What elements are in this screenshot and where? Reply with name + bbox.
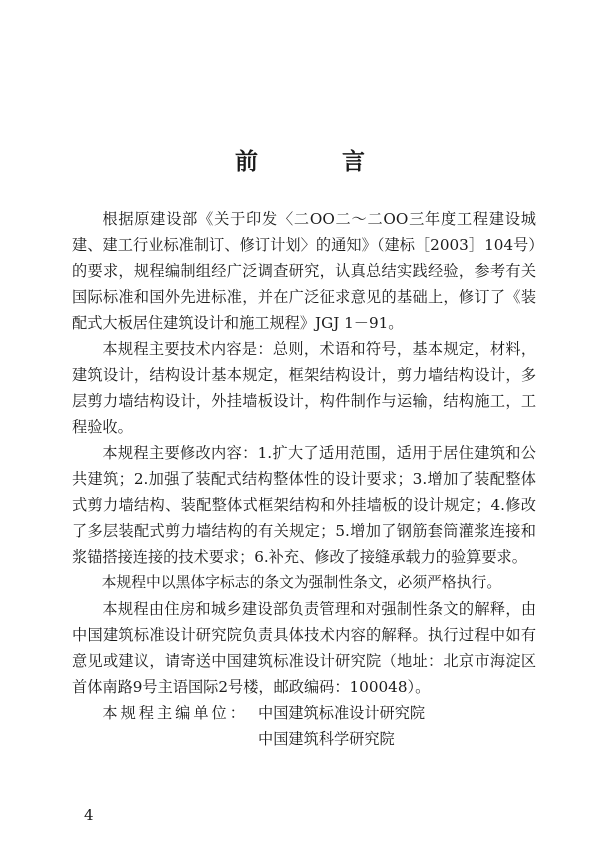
chief-editor-name: 中国建筑标准设计研究院 xyxy=(258,704,426,722)
chief-editor-name: 中国建筑科学研究院 xyxy=(258,730,395,748)
chief-editors-label: 本规程主编单位： xyxy=(102,704,248,722)
paragraph-management-contact: 本规程由住房和城乡建设部负责管理和对强制性条文的解释，由中国建筑标准设计研究院负责具体技术内容的解释。执行过程中如有意见或建议，请寄送中国建筑标准设计研究院（地址：北京市海淀区首体南路9号主语国际2号楼，邮政编码：100048）。 xyxy=(72,600,536,696)
paragraph-revision-basis: 根据原建设部《关于印发〈二OO二～二OO三年度工程建设城建、建工行业标准制订、修订计划〉的通知》（建标［2003］104号）的要求，规程编制组经广泛调查研究，认真总结实践经验，参考有关国际标准和国外先进标准，并在广泛征求意见的基础上，修订了《装配式大板居住建筑设计和施工规程》JGJ 1－91。 xyxy=(72,210,536,332)
page-number: 4 xyxy=(84,806,94,824)
chief-editors-block xyxy=(72,700,536,752)
paragraph-main-revisions: 本规程主要修改内容：1.扩大了适用范围，适用于居住建筑和公共建筑；2.加强了装配式结构整体性的设计要求；3.增加了装配整体式剪力墙结构、装配整体式框架结构和外挂墙板的设计规定；4.修改了多层装配式剪力墙结构的有关规定；5.增加了钢筋套筒灌浆连接和浆锚搭接连接的技术要求；6.补充、修改了接缝承载力的验算要求。 xyxy=(72,444,536,566)
paragraph-mandatory-provisions: 本规程中以黑体字标志的条文为强制性条文，必须严格执行。 xyxy=(101,574,502,591)
preface-body xyxy=(72,206,536,752)
page-title: 前 言 xyxy=(234,149,403,175)
chief-editor-row xyxy=(72,726,536,752)
chief-editor-row xyxy=(72,700,536,726)
paragraph-technical-content: 本规程主要技术内容是：总则，术语和符号，基本规定，材料，建筑设计，结构设计基本规定，框架结构设计，剪力墙结构设计，多层剪力墙结构设计，外挂墙板设计，构件制作与运输，结构施工，工程验收。 xyxy=(72,340,536,436)
